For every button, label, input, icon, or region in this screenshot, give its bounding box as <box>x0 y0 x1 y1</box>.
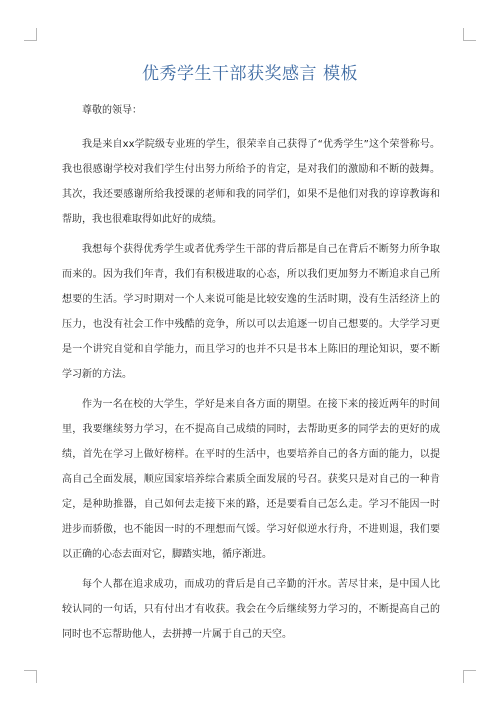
crop-mark-bottom-right <box>463 670 476 683</box>
paragraph-1: 我是来自xx学院级专业班的学生，很荣幸自己获得了“优秀学生”这个荣誉称号。我也很感谢学校对我们学生付出努力所给予的肯定，是对我们的激励和不断的鼓舞。其次，我还要感谢所给我授课的老师和我的同学们，如果不是他们对我的谆谆教诲和帮助，我也很难取得如此好的成绩。 <box>62 139 440 225</box>
paragraph-3: 作为一名在校的大学生，学好是来自各方面的期望。在接下来的接近两年的时间里，我要继续努力学习，在不提高自己成绩的同时，去帮助更多的同学去的更好的成绩，首先在学习上做好榜样。在平时的生活中，也要培养自己的各方面的能力，以提高自己全面发展，顺应国家培养综合素质全面发展的号召。获奖只是对自己的一种肯定，是种助推器，自己如何去走接下来的路，还是要看自己怎么走。学习不能因一时进步而骄傲，也不能因一时的不理想而气馁。学习好似逆水行舟，不进则退，我们要以正确的心态去面对它，脚踏实地，循序渐进。 <box>62 399 440 560</box>
crop-mark-top-right <box>463 28 476 41</box>
paragraph-4: 每个人都在追求成功，而成功的背后是自己辛勤的汗水。苦尽甘来，是中国人比较认同的一句话，只有付出才有收获。我会在今后继续努力学习的，不断提高自己的同时也不忘帮助他人，去拼搏一片属于自己的天空。 <box>62 579 440 640</box>
crop-mark-top-left <box>24 28 37 41</box>
document-body <box>62 104 440 652</box>
paragraph-2: 我想每个获得优秀学生或者优秀学生干部的背后都是自己在背后不断努力所争取而来的。因为我们年青，我们有积极进取的心态，所以我们更加努力不断追求自己所想要的生活。学习时期对一个人来说可能是比较安逸的生活时期，没有生活经济上的压力，也没有社会工作中残酷的竞争，所以可以去追逐一切自己想要的。大学学习更是一个讲究自觉和自学能力，而且学习的也并不只是书本上陈旧的理论知识，要不断学习新的方法。 <box>62 244 440 380</box>
greeting: 尊敬的领导： <box>82 105 142 116</box>
crop-mark-bottom-left <box>24 670 37 683</box>
document-title: 优秀学生干部获奖感言 模板 <box>142 64 358 84</box>
